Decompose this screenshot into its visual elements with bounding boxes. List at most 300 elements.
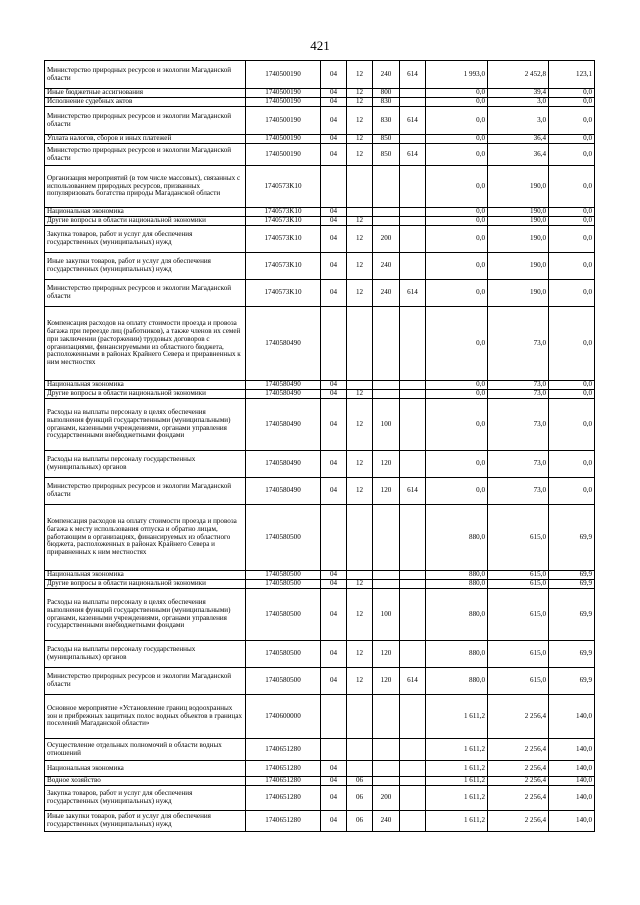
target-code-cell: 1740580490	[246, 390, 321, 399]
administrator-code-cell	[400, 505, 426, 571]
expense-type-cell: 240	[373, 280, 400, 307]
table-row	[45, 89, 595, 98]
target-code-cell: 1740573K10	[246, 217, 321, 226]
planned-amount-cell: 0,0	[426, 89, 488, 98]
planned-amount-cell: 0,0	[426, 144, 488, 166]
expense-type-cell: 120	[373, 451, 400, 478]
actual-amount-cell: 615,0	[488, 641, 549, 668]
table-row	[45, 451, 595, 478]
actual-amount-cell: 615,0	[488, 571, 549, 580]
planned-amount-cell: 0,0	[426, 135, 488, 144]
planned-amount-cell: 1 611,2	[426, 786, 488, 811]
expense-type-cell: 240	[373, 253, 400, 280]
percent-cell: 0,0	[549, 89, 595, 98]
actual-amount-cell: 2 256,4	[488, 777, 549, 786]
section-cell: 04	[321, 89, 347, 98]
subsection-cell: 12	[347, 98, 373, 107]
percent-cell: 140,0	[549, 761, 595, 777]
subsection-cell: 06	[347, 786, 373, 811]
subsection-cell: 12	[347, 107, 373, 135]
expense-type-cell: 100	[373, 589, 400, 641]
expense-name-cell: Основное мероприятие «Установление границ водоохранных зон и прибрежных защитных полос водных объектов в границах поселений Магаданской области»	[45, 695, 246, 739]
section-cell: 04	[321, 478, 347, 505]
section-cell: 04	[321, 451, 347, 478]
section-cell: 04	[321, 399, 347, 451]
table-row	[45, 107, 595, 135]
administrator-code-cell	[400, 811, 426, 832]
planned-amount-cell: 0,0	[426, 217, 488, 226]
subsection-cell: 12	[347, 61, 373, 89]
section-cell: 04	[321, 107, 347, 135]
planned-amount-cell: 1 611,2	[426, 761, 488, 777]
administrator-code-cell	[400, 253, 426, 280]
expense-type-cell: 200	[373, 786, 400, 811]
expense-type-cell	[373, 381, 400, 390]
subsection-cell: 12	[347, 451, 373, 478]
table-row	[45, 208, 595, 217]
percent-cell: 69,9	[549, 589, 595, 641]
section-cell: 04	[321, 61, 347, 89]
planned-amount-cell: 0,0	[426, 166, 488, 208]
planned-amount-cell: 0,0	[426, 98, 488, 107]
actual-amount-cell: 2 256,4	[488, 811, 549, 832]
target-code-cell: 1740580490	[246, 381, 321, 390]
expense-name-cell: Министерство природных ресурсов и экологии Магаданской области	[45, 668, 246, 695]
section-cell: 04	[321, 280, 347, 307]
planned-amount-cell: 1 611,2	[426, 777, 488, 786]
actual-amount-cell: 2 256,4	[488, 761, 549, 777]
target-code-cell: 1740580500	[246, 580, 321, 589]
administrator-code-cell: 614	[400, 280, 426, 307]
planned-amount-cell: 0,0	[426, 381, 488, 390]
expense-type-cell	[373, 739, 400, 761]
expense-name-cell: Министерство природных ресурсов и экологии Магаданской области	[45, 478, 246, 505]
section-cell: 04	[321, 589, 347, 641]
planned-amount-cell: 0,0	[426, 399, 488, 451]
subsection-cell: 12	[347, 478, 373, 505]
table-row	[45, 307, 595, 381]
subsection-cell: 06	[347, 811, 373, 832]
expense-name-cell: Национальная экономика	[45, 761, 246, 777]
administrator-code-cell: 614	[400, 61, 426, 89]
administrator-code-cell	[400, 641, 426, 668]
target-code-cell: 1740651280	[246, 761, 321, 777]
actual-amount-cell: 73,0	[488, 381, 549, 390]
percent-cell: 0,0	[549, 107, 595, 135]
target-code-cell: 1740500190	[246, 61, 321, 89]
actual-amount-cell: 190,0	[488, 208, 549, 217]
table-row	[45, 61, 595, 89]
percent-cell: 0,0	[549, 253, 595, 280]
table-row	[45, 695, 595, 739]
percent-cell: 0,0	[549, 135, 595, 144]
administrator-code-cell	[400, 307, 426, 381]
planned-amount-cell: 0,0	[426, 390, 488, 399]
target-code-cell: 1740500190	[246, 135, 321, 144]
planned-amount-cell: 880,0	[426, 505, 488, 571]
percent-cell: 69,9	[549, 571, 595, 580]
target-code-cell: 1740580500	[246, 589, 321, 641]
actual-amount-cell: 190,0	[488, 280, 549, 307]
actual-amount-cell: 73,0	[488, 451, 549, 478]
expense-name-cell: Национальная экономика	[45, 571, 246, 580]
expense-type-cell: 850	[373, 144, 400, 166]
table-row	[45, 786, 595, 811]
percent-cell: 0,0	[549, 399, 595, 451]
table-row	[45, 811, 595, 832]
section-cell: 04	[321, 135, 347, 144]
expense-name-cell: Иные бюджетные ассигнования	[45, 89, 246, 98]
administrator-code-cell	[400, 98, 426, 107]
administrator-code-cell	[400, 217, 426, 226]
table-row	[45, 381, 595, 390]
administrator-code-cell: 614	[400, 107, 426, 135]
expense-name-cell: Другие вопросы в области национальной экономики	[45, 217, 246, 226]
actual-amount-cell: 190,0	[488, 217, 549, 226]
actual-amount-cell: 73,0	[488, 399, 549, 451]
section-cell	[321, 739, 347, 761]
actual-amount-cell: 36,4	[488, 135, 549, 144]
planned-amount-cell: 0,0	[426, 253, 488, 280]
administrator-code-cell	[400, 739, 426, 761]
subsection-cell: 12	[347, 668, 373, 695]
actual-amount-cell: 73,0	[488, 307, 549, 381]
section-cell: 04	[321, 390, 347, 399]
percent-cell: 0,0	[549, 390, 595, 399]
target-code-cell: 1740651280	[246, 811, 321, 832]
table-row	[45, 589, 595, 641]
target-code-cell: 1740500190	[246, 98, 321, 107]
section-cell: 04	[321, 761, 347, 777]
target-code-cell: 1740580490	[246, 478, 321, 505]
administrator-code-cell	[400, 208, 426, 217]
expense-name-cell: Компенсация расходов на оплату стоимости проезда и провоза багажа при переезде лиц (работников), а также членов их семей при заключении (расторжении) трудовых договоров с организациями, финансируемыми из областного бюджета, расположенными в районах Крайнего Севера и приравненных к ним местностях	[45, 307, 246, 381]
target-code-cell: 1740500190	[246, 144, 321, 166]
subsection-cell: 12	[347, 253, 373, 280]
page-number: 421	[310, 38, 330, 53]
administrator-code-cell	[400, 761, 426, 777]
expense-name-cell: Министерство природных ресурсов и экологии Магаданской области	[45, 144, 246, 166]
expense-type-cell	[373, 307, 400, 381]
subsection-cell	[347, 739, 373, 761]
percent-cell: 140,0	[549, 811, 595, 832]
actual-amount-cell: 615,0	[488, 580, 549, 589]
table-row	[45, 571, 595, 580]
target-code-cell: 1740580490	[246, 451, 321, 478]
table-row	[45, 668, 595, 695]
administrator-code-cell	[400, 166, 426, 208]
table-row	[45, 399, 595, 451]
administrator-code-cell	[400, 451, 426, 478]
administrator-code-cell	[400, 580, 426, 589]
expense-type-cell: 240	[373, 61, 400, 89]
administrator-code-cell: 614	[400, 478, 426, 505]
planned-amount-cell: 880,0	[426, 571, 488, 580]
expense-type-cell	[373, 777, 400, 786]
administrator-code-cell	[400, 777, 426, 786]
section-cell: 04	[321, 571, 347, 580]
table-row	[45, 580, 595, 589]
actual-amount-cell: 73,0	[488, 478, 549, 505]
subsection-cell	[347, 208, 373, 217]
expense-type-cell	[373, 761, 400, 777]
planned-amount-cell: 880,0	[426, 641, 488, 668]
section-cell	[321, 695, 347, 739]
actual-amount-cell: 190,0	[488, 166, 549, 208]
section-cell	[321, 505, 347, 571]
section-cell	[321, 307, 347, 381]
percent-cell: 0,0	[549, 208, 595, 217]
actual-amount-cell: 2 452,8	[488, 61, 549, 89]
administrator-code-cell	[400, 89, 426, 98]
target-code-cell: 1740651280	[246, 777, 321, 786]
subsection-cell: 12	[347, 589, 373, 641]
expense-name-cell: Иные закупки товаров, работ и услуг для обеспечения государственных (муниципальных) нужд	[45, 253, 246, 280]
planned-amount-cell: 1 611,2	[426, 739, 488, 761]
section-cell: 04	[321, 641, 347, 668]
subsection-cell	[347, 166, 373, 208]
administrator-code-cell	[400, 589, 426, 641]
expense-name-cell: Закупка товаров, работ и услуг для обеспечения государственных (муниципальных) нужд	[45, 786, 246, 811]
target-code-cell: 1740500190	[246, 107, 321, 135]
actual-amount-cell: 3,0	[488, 107, 549, 135]
planned-amount-cell: 0,0	[426, 280, 488, 307]
actual-amount-cell: 39,4	[488, 89, 549, 98]
subsection-cell: 12	[347, 217, 373, 226]
section-cell: 04	[321, 253, 347, 280]
subsection-cell: 12	[347, 280, 373, 307]
subsection-cell: 12	[347, 144, 373, 166]
section-cell: 04	[321, 144, 347, 166]
expense-type-cell	[373, 166, 400, 208]
planned-amount-cell: 0,0	[426, 226, 488, 253]
target-code-cell: 1740580500	[246, 505, 321, 571]
percent-cell: 69,9	[549, 668, 595, 695]
planned-amount-cell: 0,0	[426, 307, 488, 381]
expense-type-cell	[373, 217, 400, 226]
expense-type-cell: 200	[373, 226, 400, 253]
expense-name-cell: Иные закупки товаров, работ и услуг для обеспечения государственных (муниципальных) нужд	[45, 811, 246, 832]
subsection-cell: 12	[347, 135, 373, 144]
target-code-cell: 1740651280	[246, 739, 321, 761]
percent-cell: 0,0	[549, 226, 595, 253]
section-cell: 04	[321, 777, 347, 786]
expense-name-cell: Уплата налогов, сборов и иных платежей	[45, 135, 246, 144]
actual-amount-cell: 3,0	[488, 98, 549, 107]
actual-amount-cell: 615,0	[488, 668, 549, 695]
subsection-cell: 12	[347, 399, 373, 451]
expense-name-cell: Исполнение судебных актов	[45, 98, 246, 107]
expense-type-cell: 240	[373, 811, 400, 832]
expense-type-cell: 120	[373, 668, 400, 695]
budget-table	[44, 60, 595, 832]
section-cell: 04	[321, 668, 347, 695]
percent-cell: 69,9	[549, 580, 595, 589]
target-code-cell: 1740580500	[246, 641, 321, 668]
expense-name-cell: Организация мероприятий (в том числе массовых), связанных с использованием природных ресурсов, призванных популяризовать богатства природы Магаданской области	[45, 166, 246, 208]
section-cell: 04	[321, 208, 347, 217]
table-row	[45, 478, 595, 505]
percent-cell: 0,0	[549, 307, 595, 381]
planned-amount-cell: 1 611,2	[426, 811, 488, 832]
expense-type-cell: 100	[373, 399, 400, 451]
expense-type-cell	[373, 208, 400, 217]
subsection-cell: 12	[347, 580, 373, 589]
expense-name-cell: Водное хозяйство	[45, 777, 246, 786]
expense-type-cell	[373, 390, 400, 399]
actual-amount-cell: 36,4	[488, 144, 549, 166]
target-code-cell: 1740580490	[246, 399, 321, 451]
planned-amount-cell: 880,0	[426, 589, 488, 641]
administrator-code-cell	[400, 399, 426, 451]
target-code-cell: 1740580490	[246, 307, 321, 381]
percent-cell: 0,0	[549, 166, 595, 208]
section-cell: 04	[321, 381, 347, 390]
percent-cell: 123,1	[549, 61, 595, 89]
expense-type-cell: 830	[373, 107, 400, 135]
percent-cell: 140,0	[549, 777, 595, 786]
percent-cell: 0,0	[549, 280, 595, 307]
expense-type-cell	[373, 695, 400, 739]
target-code-cell: 1740573K10	[246, 280, 321, 307]
planned-amount-cell: 0,0	[426, 107, 488, 135]
subsection-cell: 12	[347, 89, 373, 98]
expense-name-cell: Министерство природных ресурсов и экологии Магаданской области	[45, 280, 246, 307]
section-cell: 04	[321, 98, 347, 107]
actual-amount-cell: 190,0	[488, 253, 549, 280]
actual-amount-cell: 2 256,4	[488, 695, 549, 739]
expense-type-cell: 120	[373, 478, 400, 505]
table-row	[45, 505, 595, 571]
administrator-code-cell	[400, 135, 426, 144]
target-code-cell: 1740651280	[246, 786, 321, 811]
table-row	[45, 280, 595, 307]
expense-name-cell: Министерство природных ресурсов и экологии Магаданской области	[45, 107, 246, 135]
percent-cell: 140,0	[549, 739, 595, 761]
subsection-cell: 12	[347, 226, 373, 253]
administrator-code-cell: 614	[400, 668, 426, 695]
expense-type-cell	[373, 505, 400, 571]
percent-cell: 69,9	[549, 641, 595, 668]
planned-amount-cell: 880,0	[426, 580, 488, 589]
expense-type-cell	[373, 571, 400, 580]
expense-type-cell: 830	[373, 98, 400, 107]
expense-type-cell	[373, 580, 400, 589]
table-row	[45, 166, 595, 208]
administrator-code-cell: 614	[400, 144, 426, 166]
administrator-code-cell	[400, 381, 426, 390]
table-row	[45, 98, 595, 107]
subsection-cell	[347, 381, 373, 390]
target-code-cell: 1740573K10	[246, 166, 321, 208]
expense-name-cell: Министерство природных ресурсов и экологии Магаданской области	[45, 61, 246, 89]
subsection-cell	[347, 761, 373, 777]
percent-cell: 0,0	[549, 381, 595, 390]
percent-cell: 140,0	[549, 695, 595, 739]
expense-name-cell: Расходы на выплаты персоналу государственных (муниципальных) органов	[45, 641, 246, 668]
administrator-code-cell	[400, 226, 426, 253]
percent-cell: 0,0	[549, 478, 595, 505]
target-code-cell: 1740500190	[246, 89, 321, 98]
table-row	[45, 135, 595, 144]
actual-amount-cell: 615,0	[488, 505, 549, 571]
actual-amount-cell: 73,0	[488, 390, 549, 399]
percent-cell: 0,0	[549, 451, 595, 478]
section-cell: 04	[321, 786, 347, 811]
expense-name-cell: Другие вопросы в области национальной экономики	[45, 390, 246, 399]
expense-name-cell: Расходы на выплаты персоналу в целях обеспечения выполнения функций государственными (муниципальными) органами, казенными учреждениями, органами управления государственными внебюджетными фондами	[45, 399, 246, 451]
subsection-cell	[347, 307, 373, 381]
expense-name-cell: Закупка товаров, работ и услуг для обеспечения государственных (муниципальных) нужд	[45, 226, 246, 253]
expense-type-cell: 120	[373, 641, 400, 668]
table-row	[45, 761, 595, 777]
planned-amount-cell: 880,0	[426, 668, 488, 695]
table-row	[45, 217, 595, 226]
section-cell: 04	[321, 217, 347, 226]
section-cell: 04	[321, 226, 347, 253]
expense-name-cell: Компенсация расходов на оплату стоимости проезда и провоза багажа к месту использования отпуска и обратно лицам, работающим в организациях, финансируемых из областного бюджета, расположенных в районах Крайнего Севера и приравненных к ним местностях	[45, 505, 246, 571]
percent-cell: 140,0	[549, 786, 595, 811]
target-code-cell: 1740600000	[246, 695, 321, 739]
actual-amount-cell: 2 256,4	[488, 786, 549, 811]
target-code-cell: 1740580500	[246, 571, 321, 580]
expense-type-cell: 800	[373, 89, 400, 98]
subsection-cell: 12	[347, 390, 373, 399]
percent-cell: 0,0	[549, 144, 595, 166]
subsection-cell	[347, 695, 373, 739]
expense-type-cell: 850	[373, 135, 400, 144]
planned-amount-cell: 1 993,0	[426, 61, 488, 89]
planned-amount-cell: 1 611,2	[426, 695, 488, 739]
percent-cell: 0,0	[549, 217, 595, 226]
target-code-cell: 1740573K10	[246, 208, 321, 217]
expense-name-cell: Осуществление отдельных полномочий в области водных отношений	[45, 739, 246, 761]
actual-amount-cell: 2 256,4	[488, 739, 549, 761]
section-cell	[321, 166, 347, 208]
actual-amount-cell: 190,0	[488, 226, 549, 253]
administrator-code-cell	[400, 786, 426, 811]
expense-name-cell: Расходы на выплаты персоналу государственных (муниципальных) органов	[45, 451, 246, 478]
percent-cell: 0,0	[549, 98, 595, 107]
expense-name-cell: Расходы на выплаты персоналу в целях обеспечения выполнения функций государственными (муниципальными) органами, казенными учреждениями, органами управления государственными внебюджетными фондами	[45, 589, 246, 641]
table-row	[45, 739, 595, 761]
table-row	[45, 641, 595, 668]
subsection-cell	[347, 571, 373, 580]
planned-amount-cell: 0,0	[426, 478, 488, 505]
percent-cell: 69,9	[549, 505, 595, 571]
administrator-code-cell	[400, 571, 426, 580]
actual-amount-cell: 615,0	[488, 589, 549, 641]
table-row	[45, 253, 595, 280]
section-cell: 04	[321, 580, 347, 589]
table-body	[45, 61, 595, 832]
administrator-code-cell	[400, 390, 426, 399]
planned-amount-cell: 0,0	[426, 208, 488, 217]
administrator-code-cell	[400, 695, 426, 739]
subsection-cell: 12	[347, 641, 373, 668]
subsection-cell: 06	[347, 777, 373, 786]
target-code-cell: 1740580500	[246, 668, 321, 695]
target-code-cell: 1740573K10	[246, 226, 321, 253]
section-cell: 04	[321, 811, 347, 832]
subsection-cell	[347, 505, 373, 571]
expense-name-cell: Другие вопросы в области национальной экономики	[45, 580, 246, 589]
target-code-cell: 1740573K10	[246, 253, 321, 280]
table-row	[45, 226, 595, 253]
table-row	[45, 144, 595, 166]
table-row	[45, 777, 595, 786]
table-row	[45, 390, 595, 399]
